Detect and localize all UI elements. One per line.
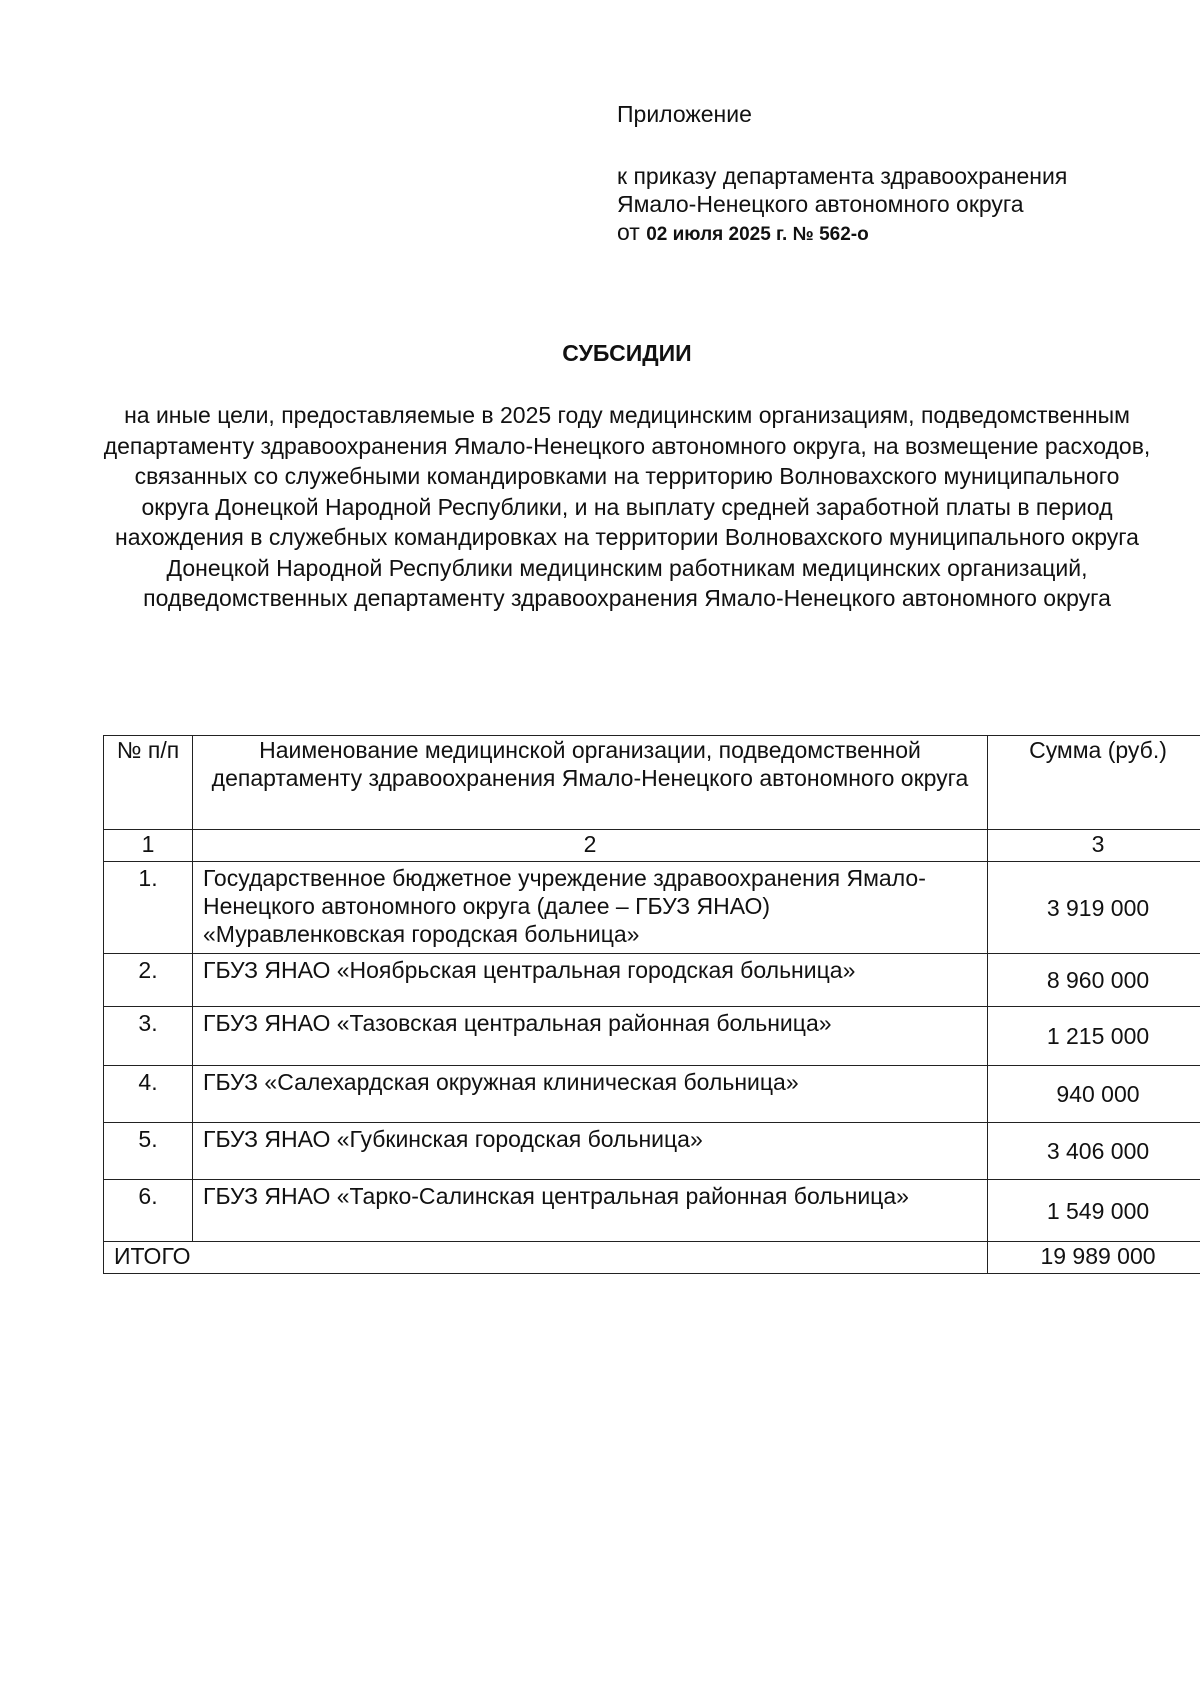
row-name: ГБУЗ ЯНАО «Губкинская городская больница»	[193, 1123, 988, 1180]
table-row	[104, 862, 1200, 954]
total-label: ИТОГО	[104, 1242, 988, 1274]
row-name: ГБУЗ «Салехардская окружная клиническая больница»	[193, 1066, 988, 1123]
header-name: Наименование медицинской организации, подведомственной департаменту здравоохранения Ямало-Ненецкого автономного округа	[193, 736, 988, 830]
row-num: 4.	[104, 1066, 193, 1123]
order-number: 02 июля 2025 г. № 562-о	[646, 224, 869, 245]
total-sum: 19 989 000	[988, 1242, 1200, 1274]
row-name: ГБУЗ ЯНАО «Тазовская центральная районная больница»	[193, 1007, 988, 1066]
appendix-title: Приложение	[617, 101, 752, 127]
row-num: 5.	[104, 1123, 193, 1180]
row-sum: 1 549 000	[988, 1180, 1200, 1242]
header-num: № п/п	[104, 736, 193, 830]
column-index-row	[104, 830, 1200, 862]
row-sum: 8 960 000	[988, 954, 1200, 1007]
row-num: 3.	[104, 1007, 193, 1066]
row-sum: 940 000	[988, 1066, 1200, 1123]
row-sum: 3 919 000	[988, 862, 1200, 954]
column-index-3: 3	[988, 830, 1200, 862]
appendix-block	[617, 100, 1067, 249]
row-name: ГБУЗ ЯНАО «Ноябрьская центральная городская больница»	[193, 954, 988, 1007]
appendix-line-2: Ямало-Ненецкого автономного округа	[617, 191, 1024, 217]
column-index-1: 1	[104, 830, 193, 862]
table-header-row	[104, 736, 1200, 830]
table-row	[104, 954, 1200, 1007]
appendix-line-1: к приказу департамента здравоохранения	[617, 163, 1068, 189]
table-row	[104, 1066, 1200, 1123]
table-row	[104, 1180, 1200, 1242]
row-name: Государственное бюджетное учреждение здравоохранения Ямало-Ненецкого автономного округа (далее – ГБУЗ ЯНАО) «Муравленковская городская больница»	[193, 862, 988, 954]
row-sum: 3 406 000	[988, 1123, 1200, 1180]
table-row	[104, 1007, 1200, 1066]
row-num: 1.	[104, 862, 193, 954]
column-index-2: 2	[193, 830, 988, 862]
document-title: СУБСИДИИ	[562, 340, 692, 366]
header-sum: Сумма (руб.)	[988, 736, 1200, 830]
row-sum: 1 215 000	[988, 1007, 1200, 1066]
total-row	[104, 1242, 1200, 1274]
order-from-label: от	[617, 219, 640, 245]
appendix-order-line	[617, 218, 1067, 249]
row-num: 2.	[104, 954, 193, 1007]
document-subtitle: на иные цели, предоставляемые в 2025 году медицинским организациям, подведомственным департаменту здравоохранения Ямало-Ненецкого автономного округа, на возмещение расходов, связанных со служебными командировками на территорию Волновахского муниципального округа Донецкой Народной Республики, и на выплату средней заработной платы в период нахождения в служебных командировках на территории Волновахского муниципального округа Донецкой Народной Республики медицинским работникам медицинских организаций, подведомственных департаменту здравоохранения Ямало-Ненецкого автономного округа	[103, 402, 1151, 611]
row-num: 6.	[104, 1180, 193, 1242]
table-row	[104, 1123, 1200, 1180]
row-name: ГБУЗ ЯНАО «Тарко-Салинская центральная районная больница»	[193, 1180, 988, 1242]
subsidies-table	[103, 735, 1200, 1274]
